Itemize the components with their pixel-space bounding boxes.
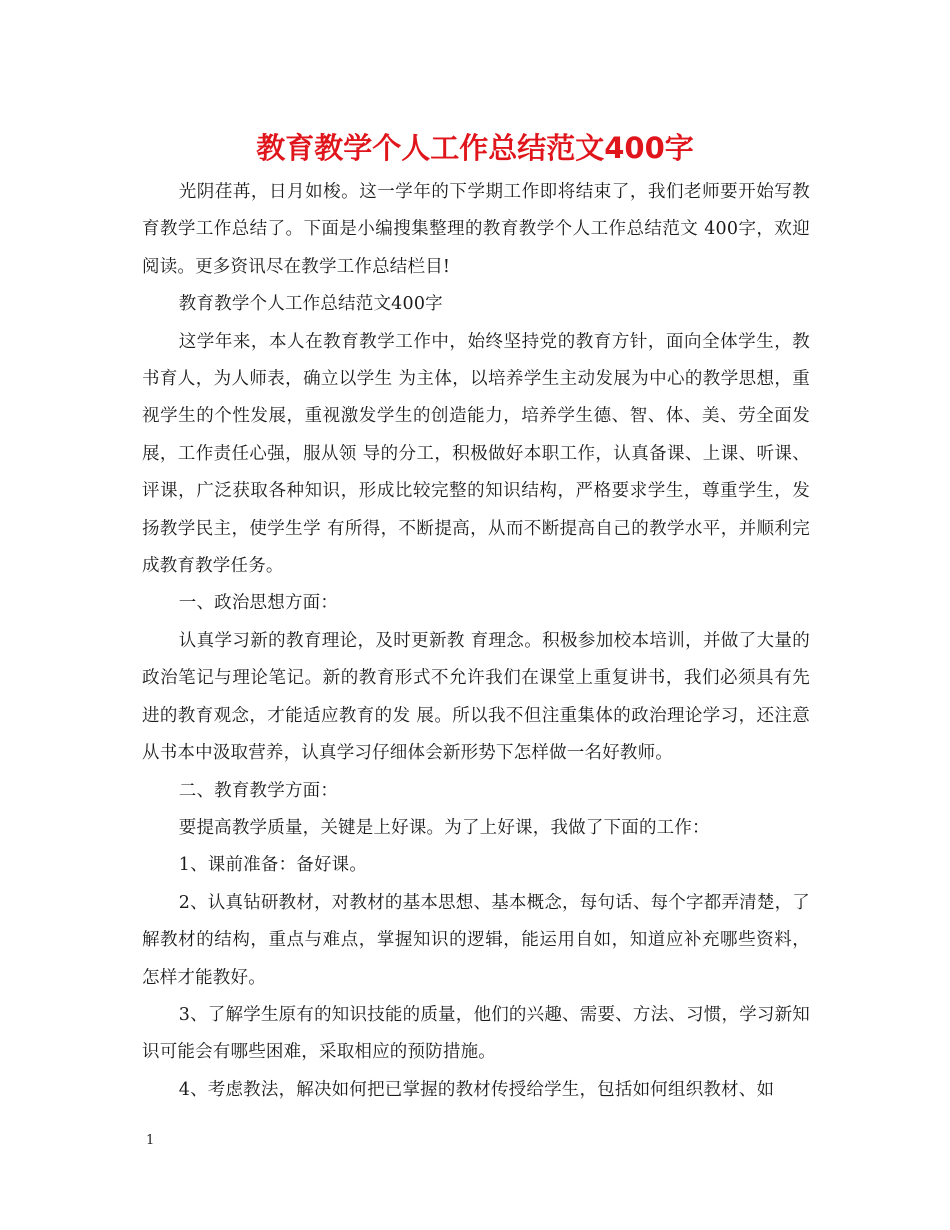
list-item-4: 4、考虑教法，解决如何把已掌握的教材传授给学生，包括如何组织教材、如: [178, 1079, 775, 1100]
list-item-1: 1、课前准备：备好课。: [178, 855, 368, 876]
list-item-2: 2、认真钻研教材，对教材的基本思想、基本概念，每句话、每个字都弄清楚，了解教材的结构，重点与难点，掌握知识的逻辑，能运用自如，知道应补充哪些资料，怎样才能教好。: [142, 892, 810, 988]
section-heading-teaching: 二、教育教学方面：: [178, 780, 339, 801]
subtitle-paragraph: 教育教学个人工作总结范文400字: [178, 294, 443, 315]
intro-paragraph: 光阴荏苒，日月如梭。这一学年的下学期工作即将结束了，我们老师要开始写教育教学工作总结了。下面是小编搜集整理的教育教学个人工作总结范文 400字，欢迎阅读。更多资讯尽在教学工作总结栏目!: [142, 182, 810, 277]
list-item-3: 3、了解学生原有的知识技能的质量，他们的兴趣、需要、方法、习惯，学习新知识可能会有哪些困难，采取相应的预防措施。: [142, 1004, 810, 1063]
teaching-intro-paragraph: 要提高教学质量，关键是上好课。为了上好课，我做了下面的工作：: [178, 817, 710, 838]
section-heading-political: 一、政治思想方面：: [178, 593, 339, 614]
summary-paragraph: 这学年来，本人在教育教学工作中，始终坚持党的教育方针，面向全体学生，教书育人，为人师表，确立以学生 为主体，以培养学生主动发展为中心的教学思想，重视学生的个性发展，重视激发学生的创造能力，培养学生德、智、体、美、劳全面发展，工作责任心强，服从领 导的分工，积极做好本职工作，认真备课、上课、听课、评课，广泛获取各种知识，形成比较完整的知识结构，严格要求学生，尊重学生，发扬教学民主，使学生学 有所得，不断提高，从而不断提高自己的教学水平，并顺利完成教育教学任务。: [142, 331, 810, 577]
political-paragraph: 认真学习新的教育理论，及时更新教 育理念。积极参加校本培训，并做了大量的政治笔记与理论笔记。新的教育形式不允许我们在课堂上重复讲书，我们必须具有先进的教育观念，才能适应教育的发 展。所以我不但注重集体的政治理论学习，还注意从书本中汲取营养，认真学习仔细体会新形势下怎样做一名好教师。: [142, 630, 810, 764]
document-body: [142, 174, 810, 1109]
document-title: 教育教学个人工作总结范文400字: [256, 131, 694, 165]
page-number: 1: [146, 1133, 155, 1148]
